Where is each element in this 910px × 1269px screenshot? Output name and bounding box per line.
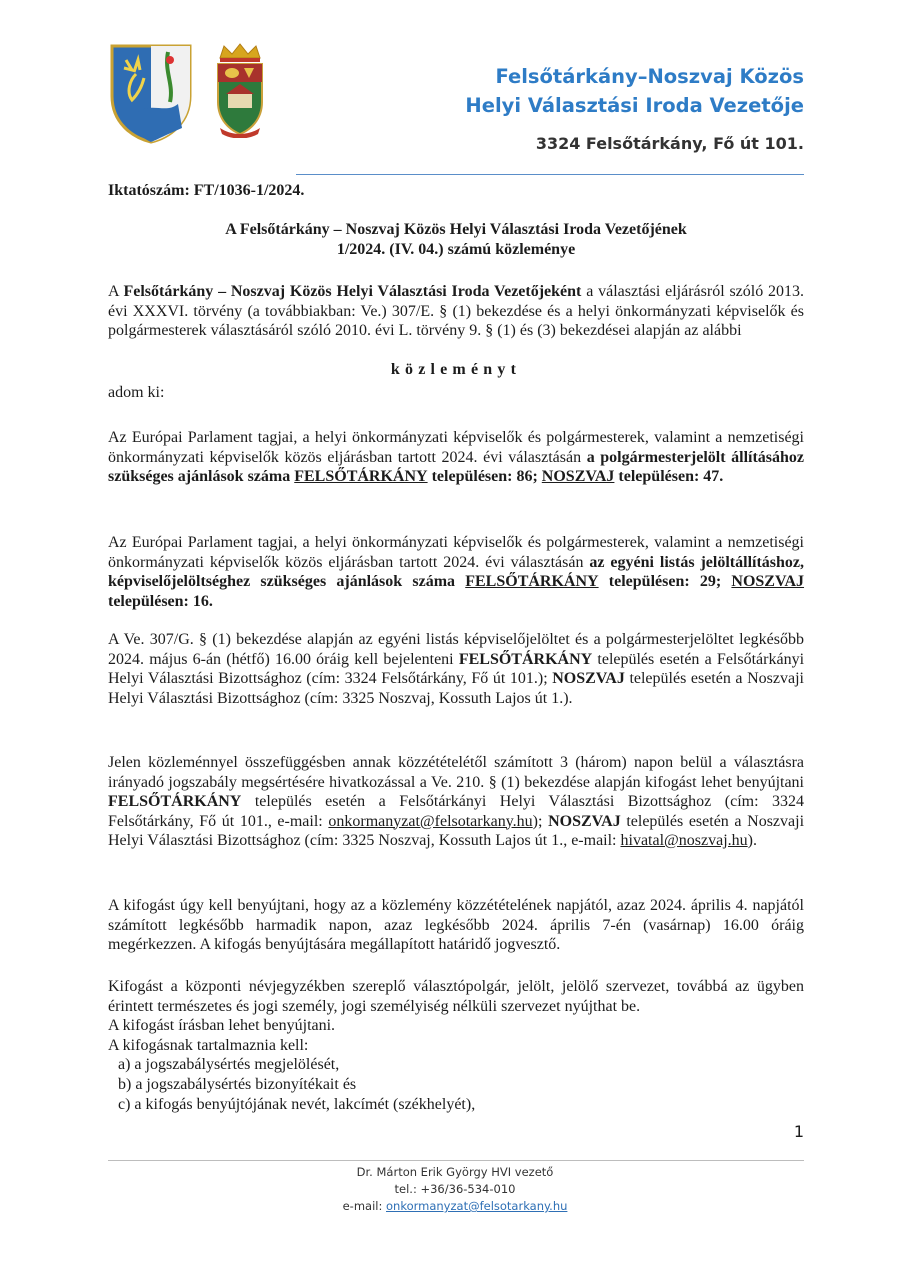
- list-item: b) a jogszabálysértés bizonyítékait és: [118, 1076, 357, 1093]
- p2-count1: településen: 29;: [608, 573, 722, 590]
- adom-ki: adom ki:: [108, 384, 165, 401]
- footer-name: Dr. Márton Erik György HVI vezető: [356, 1165, 554, 1179]
- p3-place-felsotarkany: FELSŐTÁRKÁNY: [458, 650, 593, 668]
- paragraph-submission-deadline: A kifogást úgy kell benyújtani, hogy az a közlemény közzétételének napjától, azaz 2024. április 4. napjától számított legkésőbb harmadik napon, azaz legkésőbb 2024. április 7-én (vasárnap) 16.00 óráig megérkezzen. A kifogás benyújtására megállapított határidő jogvesztő.: [108, 897, 804, 953]
- p4-a: Jelen közleménnyel összefüggésben annak közzétételétől számított 3 (három) napon belül a választásra irányadó jogszabály megsértésére hivatkozással a Ve. 210. § (1) bekezdése alapján kifogást lehet benyújtani: [108, 754, 804, 791]
- p1-place-felsotarkany: FELSŐTÁRKÁNY: [294, 468, 428, 485]
- paragraph-written-form: A kifogást írásban lehet benyújtani.: [108, 1017, 336, 1034]
- p4-b: település esetén a Felsőtárkányi Helyi Választási Bizottsághoz (cím: 3324 Felsőtárkány, Fő út 101., e-mail:: [108, 793, 805, 830]
- footer: [0, 1164, 910, 1215]
- title-line2: 1/2024. (IV. 04.) számú közleménye: [336, 240, 576, 258]
- document-title: [108, 220, 804, 259]
- intro-paragraph: [108, 282, 804, 341]
- footer-email-link[interactable]: onkormanyzat@felsotarkany.hu: [386, 1199, 568, 1213]
- p2-count2: településen: 16.: [108, 592, 213, 610]
- office-address: 3324 Felsőtárkány, Fő út 101.: [535, 134, 804, 153]
- p1-place-noszvaj: NOSZVAJ: [541, 468, 615, 485]
- felsotarkany-coat-of-arms-icon: [108, 42, 194, 144]
- office-name-line2: Helyi Választási Iroda Vezetője: [465, 94, 804, 117]
- reference-number: Iktatószám: FT/1036-1/2024.: [108, 182, 305, 199]
- p4-place-felsotarkany: FELSŐTÁRKÁNY: [108, 793, 242, 810]
- footer-phone: tel.: +36/36-534-010: [394, 1182, 516, 1196]
- office-name: [465, 62, 804, 120]
- p4-c: );: [532, 812, 543, 830]
- footer-email-line: [0, 1198, 910, 1215]
- header-divider: [296, 174, 804, 175]
- email-link-felsotarkany[interactable]: onkormanyzat@felsotarkany.hu: [328, 812, 533, 830]
- paragraph-list-recommendations: [108, 533, 804, 611]
- noszvaj-coat-of-arms-icon: [214, 42, 266, 138]
- p2-place-noszvaj: NOSZVAJ: [731, 573, 805, 590]
- office-name-line1: Felsőtárkány–Noszvaj Közös: [495, 65, 804, 88]
- paragraph-deadline: [108, 630, 804, 708]
- intro-lead: A: [108, 283, 119, 300]
- announcement-heading: közleményt: [390, 361, 522, 378]
- p3-c: település esetén a Noszvaji Helyi Választási Bizottsághoz (cím: 3325 Noszvaj, Kossuth Lajos út 1.).: [108, 670, 804, 707]
- footer-email-label: e-mail:: [342, 1199, 383, 1213]
- intro-rest: a választási eljárásról szóló 2013. évi XXXVI. törvény (a továbbiakban: Ve.) 307/E. § (1) bekezdése és a helyi önkormányzati képviselők és polgármesterek választásáról szóló 2010. évi L. törvény 9. § (1) és (3) bekezdései alapján az alábbi: [108, 283, 805, 339]
- p1-count2: településen: 47.: [618, 468, 724, 485]
- p3-place-noszvaj: NOSZVAJ: [552, 670, 625, 687]
- footer-divider: [108, 1160, 804, 1161]
- p1-count1: településen: 86;: [431, 468, 538, 485]
- p4-place-noszvaj: NOSZVAJ: [548, 812, 621, 830]
- p4-e: ).: [747, 832, 757, 849]
- p1-text: Az Európai Parlament tagjai, a helyi önkormányzati képviselők és polgármesterek, valamint a nemzetiségi önkormányzati képviselők közös eljárásban tartott 2024. évi választásán: [108, 429, 804, 466]
- p3-a: A Ve. 307/G. § (1) bekezdése alapján az egyéni listás képviselőjelöltet és a polgármesterjelöltet legkésőbb 2024. május 6-án (hétfő) 16.00 óráig kell bejelenteni: [108, 631, 804, 668]
- p2-bold: az egyéni listás jelöltállításhoz, képviselőjelöltséghez szükséges ajánlások száma: [108, 553, 805, 590]
- p2-text: Az Európai Parlament tagjai, a helyi önkormányzati képviselők és polgármesterek, valamint a nemzetiségi önkormányzati képviselők közös eljárásban tartott 2024. évi választásán: [108, 534, 804, 571]
- page-number: 1: [793, 1122, 804, 1141]
- list-item: c) a kifogás benyújtójának nevét, lakcímét (székhelyét),: [118, 1096, 476, 1113]
- p1-bold: a polgármesterjelölt állításához szükséges ajánlások száma: [108, 448, 805, 485]
- paragraph-objection: [108, 753, 804, 851]
- paragraph-contents: A kifogásnak tartalmaznia kell:: [108, 1037, 309, 1054]
- intro-office: Felsőtárkány – Noszvaj Közös Helyi Választási Iroda Vezetőjeként: [123, 283, 582, 300]
- p3-b: település esetén a Felsőtárkányi Helyi Választási Bizottsághoz (cím: 3324 Felsőtárkány, Fő út 101.);: [108, 650, 805, 687]
- paragraph-mayor-recommendations: [108, 428, 804, 487]
- p4-d: település esetén a Noszvaji Helyi Választási Bizottsághoz (cím: 3325 Noszvaj, Kossuth Lajos út 1., e-mail:: [108, 812, 805, 849]
- p2-place-felsotarkany: FELSŐTÁRKÁNY: [465, 573, 599, 590]
- paragraph-who-may-object: Kifogást a központi névjegyzékben szereplő választópolgár, jelölt, jelölő szervezet, továbbá az ügyben érintett természetes és jogi személy, jogi személyiség nélküli szervezet nyújthat be.: [108, 978, 804, 1015]
- title-line1: A Felsőtárkány – Noszvaj Közös Helyi Választási Iroda Vezetőjének: [225, 221, 687, 238]
- list-item: a) a jogszabálysértés megjelölését,: [118, 1056, 340, 1073]
- email-link-noszvaj[interactable]: hivatal@noszvaj.hu: [620, 832, 748, 849]
